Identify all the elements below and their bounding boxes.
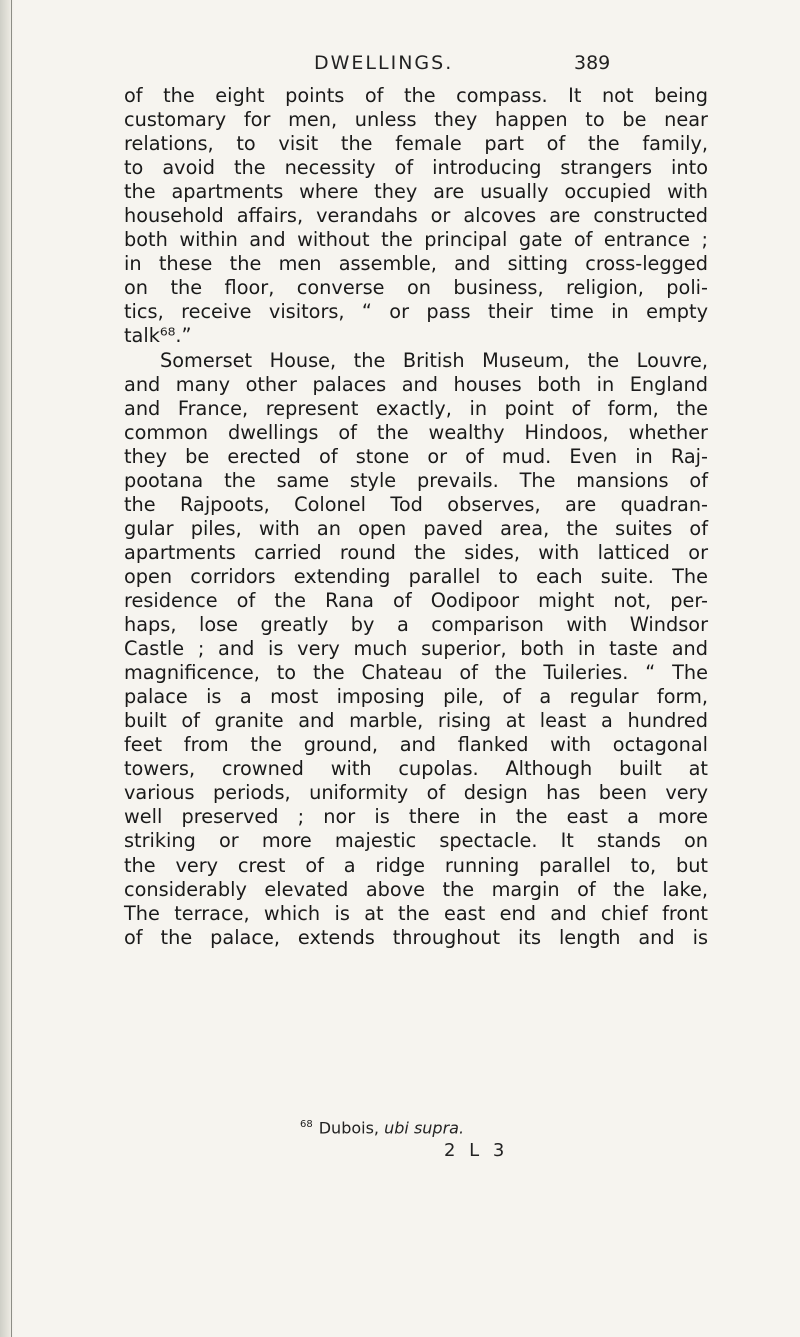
text-line: gular piles, with an open paved area, the suites of — [124, 516, 708, 540]
text-line: residence of the Rana of Oodipoor might not, per- — [124, 588, 708, 612]
text-line: to avoid the necessity of introducing strangers into — [124, 156, 708, 180]
text-line: various periods, uniformity of design has been very — [124, 781, 708, 805]
text-line: palace is a most imposing pile, of a regular form, — [124, 685, 708, 709]
text-line: both within and without the principal gate of entrance ; — [124, 228, 708, 252]
text-line: The terrace, which is at the east end and chief front — [124, 901, 708, 925]
text-line: well preserved ; nor is there in the east a more — [124, 805, 708, 829]
printer-signature: 2 L 3 — [444, 1140, 509, 1161]
text-line: tics, receive visitors, “ or pass their time in empty — [124, 300, 708, 324]
text-line: of the eight points of the compass. It not being — [124, 84, 708, 107]
binding-edge — [11, 0, 12, 1337]
text-line: the very crest of a ridge running parallel to, but — [124, 853, 708, 877]
text-line: of the palace, extends throughout its length and is — [124, 925, 708, 949]
text-line: feet from the ground, and flanked with octagonal — [124, 733, 708, 757]
text-line: and France, represent exactly, in point of form, the — [124, 396, 708, 420]
text-line: Somerset House, the British Museum, the Louvre, — [160, 348, 708, 372]
text-line: magnificence, to the Chateau of the Tuileries. “ The — [124, 661, 708, 685]
text-line: haps, lose greatly by a comparison with Windsor — [124, 613, 708, 637]
text-line: pootana the same style prevails. The mansions of — [124, 468, 708, 492]
text-line: relations, to visit the female part of the family, — [124, 132, 708, 156]
running-head: DWELLINGS. — [314, 52, 454, 74]
footnote-latin: ubi supra. — [384, 1118, 465, 1138]
text-line: open corridors extending parallel to each suite. The — [124, 564, 708, 588]
text-line: considerably elevated above the margin of the lake, — [124, 877, 708, 901]
text-line: on the floor, converse on business, religion, poli- — [124, 276, 708, 300]
text-line: the Rajpoots, Colonel Tod observes, are quadran- — [124, 492, 708, 516]
text-line: the apartments where they are usually occupied with — [124, 180, 708, 204]
text-line: household affairs, verandahs or alcoves are constructed — [124, 204, 708, 228]
text-line: they be erected of stone or of mud. Even in Raj- — [124, 444, 708, 468]
text-line: towers, crowned with cupolas. Although built at — [124, 757, 708, 781]
text-line: built of granite and marble, rising at least a hundred — [124, 709, 708, 733]
text-line: customary for men, unless they happen to be near — [124, 108, 708, 132]
text-line: Castle ; and is very much superior, both in taste and — [124, 637, 708, 661]
text-line: in these the men assemble, and sitting cross-legged — [124, 252, 708, 276]
text-line: and many other palaces and houses both in England — [124, 372, 708, 396]
text-line: common dwellings of the wealthy Hindoos, whether — [124, 420, 708, 444]
footnote-ref: 68 — [300, 1119, 313, 1130]
footnote — [300, 1115, 464, 1138]
text-line: striking or more majestic spectacle. It stands on — [124, 829, 708, 853]
page-number: 389 — [574, 52, 611, 74]
page-header — [0, 50, 800, 80]
text-line: apartments carried round the sides, with latticed or — [124, 540, 708, 564]
text-line: talk⁶⁸.” — [124, 324, 192, 348]
text-body — [124, 84, 708, 950]
footnote-author: Dubois, — [318, 1118, 380, 1138]
